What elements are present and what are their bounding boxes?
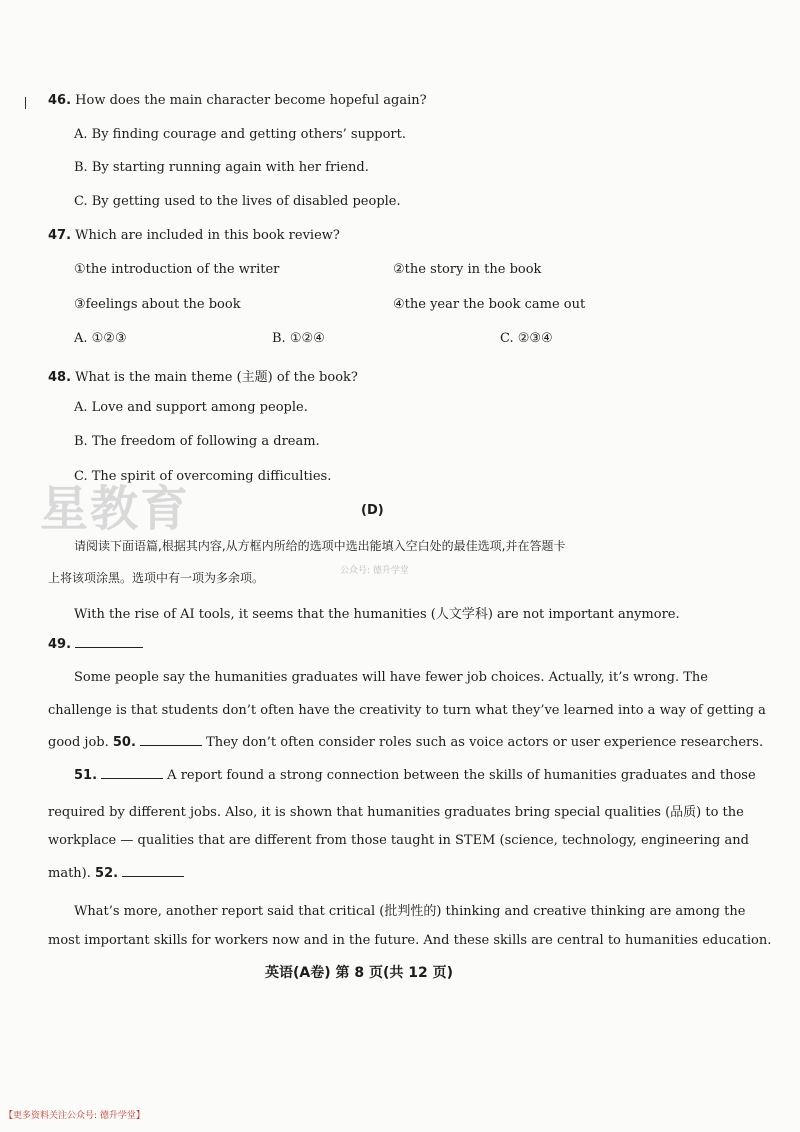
paragraph-4-line-1: What’s more, another report said that critical (批判性的) thinking and creative thinking are among the bbox=[74, 904, 746, 919]
question-number: 47. bbox=[48, 228, 72, 243]
text: good job. bbox=[48, 735, 109, 750]
blank-number: 50. bbox=[112, 735, 136, 750]
paragraph-2-line-1: Some people say the humanities graduates will have fewer job choices. Actually, it’s wrong. The bbox=[74, 670, 708, 685]
question-stem: Which are included in this book review? bbox=[75, 228, 340, 243]
paragraph-4-line-2: most important skills for workers now and in the future. And these skills are central to humanities education. bbox=[48, 933, 772, 948]
answer-line bbox=[122, 875, 184, 877]
paragraph-3-line-4 bbox=[48, 866, 184, 881]
margin-mark bbox=[25, 97, 26, 109]
question-number: 48. bbox=[48, 370, 72, 385]
statement-4: ④the year the book came out bbox=[393, 297, 586, 312]
question-48 bbox=[48, 366, 358, 385]
statement-3: ③feelings about the book bbox=[74, 297, 241, 312]
blank-number: 49. bbox=[48, 637, 72, 652]
option-b: B. The freedom of following a dream. bbox=[74, 434, 320, 449]
question-46 bbox=[48, 93, 427, 108]
section-label: (D) bbox=[361, 503, 384, 518]
paragraph-2-line-2: challenge is that students don’t often have the creativity to turn what they’ve learned into a way of getting a bbox=[48, 703, 766, 718]
option-c: C. The spirit of overcoming difficulties. bbox=[74, 469, 332, 484]
option-c: C. By getting used to the lives of disabled people. bbox=[74, 194, 401, 209]
blank-number: 52. bbox=[95, 866, 119, 881]
paragraph-3-line-1 bbox=[74, 768, 756, 783]
option-a: A. By finding courage and getting others’ support. bbox=[74, 127, 407, 142]
instruction-line-1: 请阅读下面语篇,根据其内容,从方框内所给的选项中选出能填入空白处的最佳选项,并在答题卡 bbox=[74, 539, 566, 553]
paragraph-3-line-3: workplace — qualities that are different from those taught in STEM (science, technology, engineering and bbox=[48, 833, 749, 848]
statement-2: ②the story in the book bbox=[393, 262, 542, 277]
answer-line bbox=[75, 646, 143, 648]
answer-line bbox=[140, 744, 202, 746]
question-47 bbox=[48, 228, 340, 243]
paragraph-2-line-3 bbox=[48, 735, 763, 750]
choice-c: C. ②③④ bbox=[500, 331, 553, 346]
choice-b: B. ①②④ bbox=[272, 331, 325, 346]
answer-line bbox=[101, 777, 163, 779]
blank-number: 51. bbox=[74, 768, 98, 783]
faint-mark: 公众号: 德升学堂 bbox=[340, 566, 409, 576]
paragraph-1: With the rise of AI tools, it seems that the humanities (人文学科) are not important anymore. bbox=[74, 607, 680, 622]
question-stem: How does the main character become hopeful again? bbox=[75, 93, 427, 108]
text: They don’t often consider roles such as voice actors or user experience researchers. bbox=[206, 735, 764, 750]
blank-49 bbox=[48, 637, 143, 652]
question-stem: What is the main theme (主题) of the book? bbox=[75, 370, 358, 385]
text: math). bbox=[48, 866, 91, 881]
question-number: 46. bbox=[48, 93, 72, 108]
option-b: B. By starting running again with her friend. bbox=[74, 160, 369, 175]
choice-a: A. ①②③ bbox=[74, 331, 127, 346]
option-a: A. Love and support among people. bbox=[74, 400, 308, 415]
paragraph-3-line-2: required by different jobs. Also, it is shown that humanities graduates bring special qualities (品质) to the bbox=[48, 805, 744, 820]
watermark-logo: 星教育 bbox=[40, 481, 191, 537]
statement-1: ①the introduction of the writer bbox=[74, 262, 280, 277]
instruction-line-2: 上将该项涂黑。选项中有一项为多余项。 bbox=[48, 571, 265, 585]
page-footer: 英语(A卷) 第 8 页(共 12 页) bbox=[265, 965, 454, 981]
bottom-note: 【更多资料关注公众号: 德升学堂】 bbox=[4, 1111, 145, 1121]
text: A report found a strong connection between the skills of humanities graduates and those bbox=[167, 768, 756, 783]
